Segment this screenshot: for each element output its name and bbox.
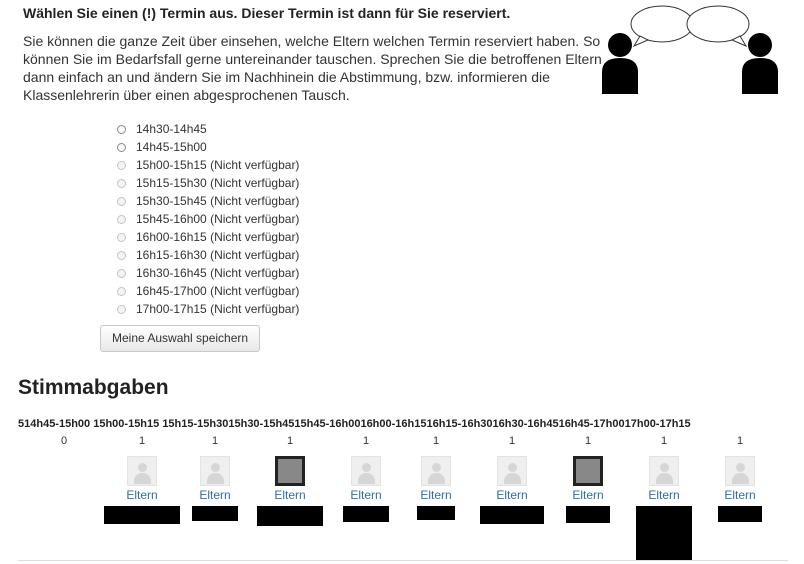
radio-button[interactable] xyxy=(117,125,126,134)
user-avatar-photo xyxy=(573,456,603,486)
default-user-avatar-icon xyxy=(200,456,230,486)
redacted-name xyxy=(636,506,692,560)
vote-count: 1 xyxy=(508,435,516,447)
radio-button xyxy=(117,197,126,206)
redacted-name xyxy=(566,506,610,523)
vote-column xyxy=(626,434,702,560)
vote-count: 1 xyxy=(138,435,146,447)
radio-button xyxy=(117,287,126,296)
vote-column xyxy=(177,434,253,521)
redacted-name xyxy=(104,506,180,524)
radio-button xyxy=(117,269,126,278)
votes-table xyxy=(18,417,798,502)
default-user-avatar-icon xyxy=(649,456,679,486)
form-heading: Wählen Sie einen (!) Termin aus. Dieser Termin ist dann für Sie reserviert. xyxy=(23,5,511,21)
redacted-name xyxy=(192,506,238,521)
option-label: 17h00-17h15 (Nicht verfügbar) xyxy=(136,302,300,316)
radio-button xyxy=(117,251,126,260)
vote-column xyxy=(252,434,328,526)
option-label: 15h00-15h15 (Nicht verfügbar) xyxy=(136,158,300,172)
vote-column-first xyxy=(26,434,102,448)
option-slot xyxy=(117,174,299,192)
default-user-avatar-icon xyxy=(351,456,381,486)
vote-column xyxy=(398,434,474,520)
option-slot xyxy=(117,156,299,174)
vote-column xyxy=(328,434,404,522)
divider xyxy=(18,560,788,561)
redacted-name xyxy=(480,506,544,524)
vote-count: 0 xyxy=(60,435,68,447)
form-description: Sie können die ganze Zeit über einsehen, welche Eltern welchen Termin reserviert haben. So können Sie im Bedarfsfall gerne untereinander tauschen. Sprechen Sie die betroffenen Eltern dann einfach an und ändern Sie im Nachhinein die Abstimmung, bzw. informieren die Klassenlehrerin über einen abgesprochenen Tausch. xyxy=(23,33,602,103)
option-slot xyxy=(117,300,299,318)
option-label: 15h30-15h45 (Nicht verfügbar) xyxy=(136,194,300,208)
eltern-link[interactable]: Eltern xyxy=(724,488,756,502)
vote-count: 1 xyxy=(286,435,294,447)
redacted-name xyxy=(257,506,323,526)
vote-count: 1 xyxy=(211,435,219,447)
radio-button xyxy=(117,233,126,242)
vote-column xyxy=(550,434,626,523)
option-slot[interactable] xyxy=(117,120,299,138)
vote-column xyxy=(474,434,550,524)
default-user-avatar-icon xyxy=(421,456,451,486)
save-selection-button[interactable]: Meine Auswahl speichern xyxy=(100,325,260,352)
eltern-link[interactable]: Eltern xyxy=(350,488,382,502)
option-slot xyxy=(117,264,299,282)
radio-button xyxy=(117,161,126,170)
option-slot xyxy=(117,228,299,246)
vote-column xyxy=(702,434,778,522)
option-label: 14h45-15h00 xyxy=(136,140,207,154)
vote-count: 1 xyxy=(736,435,744,447)
radio-button xyxy=(117,179,126,188)
user-avatar-photo xyxy=(275,456,305,486)
default-user-avatar-icon xyxy=(127,456,157,486)
vote-count: 1 xyxy=(432,435,440,447)
option-slot xyxy=(117,246,299,264)
default-user-avatar-icon xyxy=(497,456,527,486)
option-label: 16h00-16h15 (Nicht verfügbar) xyxy=(136,230,300,244)
redacted-name xyxy=(343,506,389,522)
option-slot xyxy=(117,192,299,210)
eltern-link[interactable]: Eltern xyxy=(199,488,231,502)
option-label: 14h30-14h45 xyxy=(136,122,207,136)
slot-header-row: 514h45-15h00 15h00-15h15 15h15-15h3015h30-15h4515h45-16h0016h00-16h1516h15-16h3016h30-16h4516h45-17h0017h00-17h15 xyxy=(18,418,691,430)
option-slot xyxy=(117,210,299,228)
vote-count: 1 xyxy=(584,435,592,447)
radio-button[interactable] xyxy=(117,143,126,152)
eltern-link[interactable]: Eltern xyxy=(572,488,604,502)
vote-count: 1 xyxy=(362,435,370,447)
votes-title: Stimmabgaben xyxy=(18,376,169,399)
eltern-link[interactable]: Eltern xyxy=(420,488,452,502)
time-slot-options xyxy=(117,120,299,318)
option-label: 16h45-17h00 (Nicht verfügbar) xyxy=(136,284,300,298)
redacted-name xyxy=(718,506,762,522)
eltern-link[interactable]: Eltern xyxy=(496,488,528,502)
default-user-avatar-icon xyxy=(725,456,755,486)
option-label: 16h15-16h30 (Nicht verfügbar) xyxy=(136,248,300,262)
radio-button xyxy=(117,215,126,224)
two-people-talking-icon xyxy=(600,2,790,97)
option-label: 16h30-16h45 (Nicht verfügbar) xyxy=(136,266,300,280)
redacted-name xyxy=(417,506,455,520)
option-slot[interactable] xyxy=(117,138,299,156)
vote-count: 1 xyxy=(660,435,668,447)
radio-button xyxy=(117,305,126,314)
vote-column xyxy=(104,434,180,524)
option-label: 15h45-16h00 (Nicht verfügbar) xyxy=(136,212,300,226)
eltern-link[interactable]: Eltern xyxy=(648,488,680,502)
eltern-link[interactable]: Eltern xyxy=(126,488,158,502)
option-label: 15h15-15h30 (Nicht verfügbar) xyxy=(136,176,300,190)
option-slot xyxy=(117,282,299,300)
eltern-link[interactable]: Eltern xyxy=(274,488,306,502)
